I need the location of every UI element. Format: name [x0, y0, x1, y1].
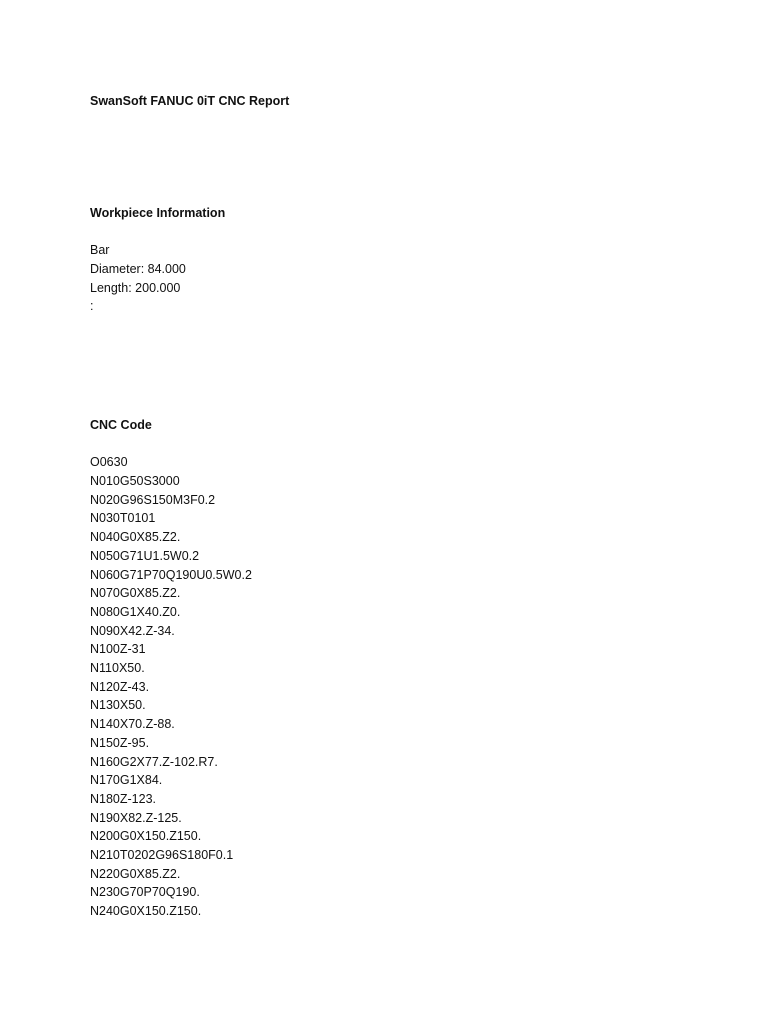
cnc-code-line: N140X70.Z-88. — [90, 717, 175, 732]
cnc-code-line: N120Z-43. — [90, 679, 150, 694]
cnc-code-line: O0630 — [90, 455, 128, 470]
cnc-code-line: N100Z-31 — [90, 642, 146, 657]
cnc-code-line: N220G0X85.Z2. — [90, 866, 181, 881]
workpiece-section — [90, 204, 690, 316]
cnc-code-section — [90, 416, 690, 921]
workpiece-line: Bar — [90, 243, 110, 258]
cnc-code-line: N190X82.Z-125. — [90, 810, 182, 825]
cnc-code-heading: CNC Code — [90, 417, 152, 432]
cnc-code-line: N040G0X85.Z2. — [90, 530, 181, 545]
document-content — [90, 92, 690, 921]
spacer — [90, 435, 690, 454]
cnc-code-line: N090X42.Z-34. — [90, 623, 175, 638]
cnc-code-line: N030T0101 — [90, 511, 156, 526]
cnc-code-line: N160G2X77.Z-102.R7. — [90, 754, 218, 769]
workpiece-heading: Workpiece Information — [90, 205, 226, 220]
report-title: SwanSoft FANUC 0iT CNC Report — [90, 94, 290, 108]
cnc-code-line: N240G0X150.Z150. — [90, 904, 202, 919]
cnc-code-line: N070G0X85.Z2. — [90, 586, 181, 601]
cnc-code-line: N060G71P70Q190U0.5W0.2 — [90, 567, 252, 582]
cnc-code-line: N200G0X150.Z150. — [90, 829, 202, 844]
cnc-code-line: N180Z-123. — [90, 791, 157, 806]
cnc-code-line: N170G1X84. — [90, 773, 163, 788]
cnc-code-line: N080G1X40.Z0. — [90, 604, 181, 619]
cnc-code-line: N010G50S3000 — [90, 474, 180, 488]
workpiece-line: Diameter: 84.000 — [90, 261, 186, 276]
cnc-code-line: N050G71U1.5W0.2 — [90, 548, 200, 563]
spacer — [90, 222, 690, 241]
cnc-code-line: N210T0202G96S180F0.1 — [90, 848, 234, 863]
workpiece-line: Length: 200.000 — [90, 280, 181, 295]
cnc-code-line: N110X50. — [90, 661, 145, 676]
cnc-code-line: N230G70P70Q190. — [90, 885, 200, 900]
workpiece-line: : — [90, 299, 94, 314]
cnc-code-line: N130X50. — [90, 698, 146, 713]
cnc-code-line: N020G96S150M3F0.2 — [90, 492, 216, 507]
cnc-code-line: N150Z-95. — [90, 735, 150, 750]
